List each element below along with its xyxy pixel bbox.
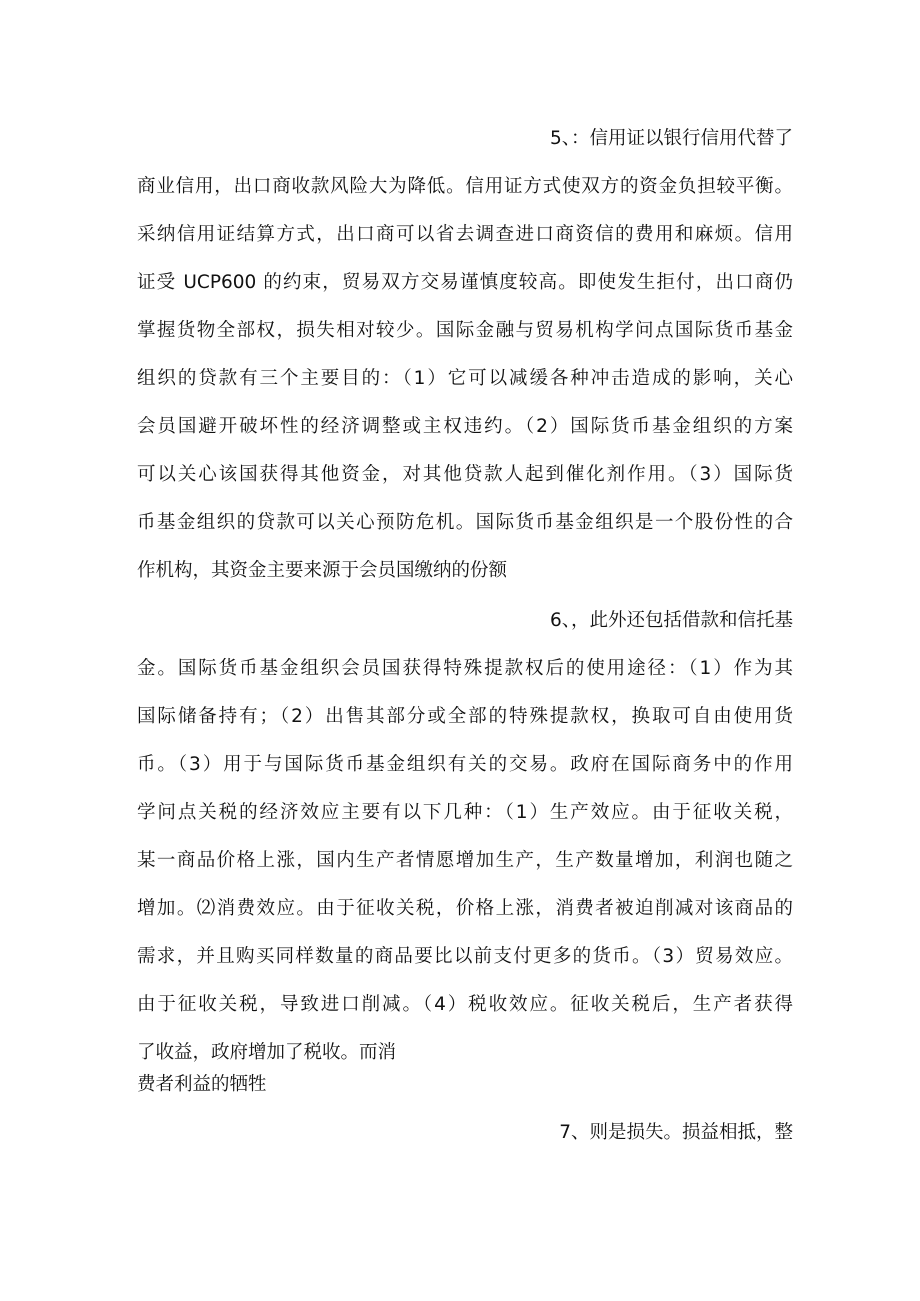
- text-line: 作机构，其资金主要来源于会员国缴纳的份额: [137, 560, 508, 581]
- text-line: 采纳信用证结算方式，出口商可以省去调查进口商资信的费用和麻烦。信用: [137, 224, 793, 245]
- text-line: 增加。⑵消费效应。由于征收关税，价格上涨，消费者被迫削减对该商品的: [137, 898, 793, 919]
- text-line: 掌握货物全部权，损失相对较少。国际金融与贸易机构学问点国际货币基金: [137, 320, 793, 341]
- text-line: 商业信用，出口商收款风险大为降低。信用证方式使双方的资金负担较平衡。: [137, 176, 793, 197]
- paragraph-heading-6: 6、，此外还包括借款和信托基: [549, 610, 793, 631]
- text-line: 某一商品价格上涨，国内生产者情愿增加生产，生产数量增加，利润也随之: [137, 850, 793, 871]
- text-line: 了收益，政府增加了税收。而消: [137, 1042, 397, 1063]
- paragraph-heading-7: 7、则是损失。损益相抵，整: [559, 1122, 793, 1143]
- text-line: 会员国避开破坏性的经济调整或主权违约。（2）国际货币基金组织的方案: [137, 416, 793, 437]
- text-line: 学问点关税的经济效应主要有以下几种：（1）生产效应。由于征收关税，: [137, 802, 793, 823]
- text-line: 国际储备持有；（2）出售其部分或全部的特殊提款权，换取可自由使用货: [137, 706, 793, 727]
- text-line: 由于征收关税，导致进口削减。（4）税收效应。征收关税后，生产者获得: [137, 994, 793, 1015]
- text-line: 需求，并且购买同样数量的商品要比以前支付更多的货币。（3）贸易效应。: [137, 946, 793, 967]
- text-line: 证受 UCP600 的约束，贸易双方交易谨慎度较高。即使发生拒付，出口商仍: [137, 272, 793, 293]
- text-line: 费者利益的牺牲: [137, 1074, 267, 1095]
- text-line: 币。（3）用于与国际货币基金组织有关的交易。政府在国际商务中的作用: [137, 754, 793, 775]
- text-line: 金。国际货币基金组织会员国获得特殊提款权后的使用途径：（1）作为其: [137, 658, 793, 679]
- paragraph-heading-5: 5、：信用证以银行信用代替了: [549, 128, 793, 149]
- text-line: 可以关心该国获得其他资金，对其他贷款人起到催化剂作用。（3）国际货: [137, 464, 793, 485]
- text-line: 组织的贷款有三个主要目的：（1）它可以减缓各种冲击造成的影响，关心: [137, 368, 793, 389]
- text-line: 币基金组织的贷款可以关心预防危机。国际货币基金组织是一个股份性的合: [137, 512, 793, 533]
